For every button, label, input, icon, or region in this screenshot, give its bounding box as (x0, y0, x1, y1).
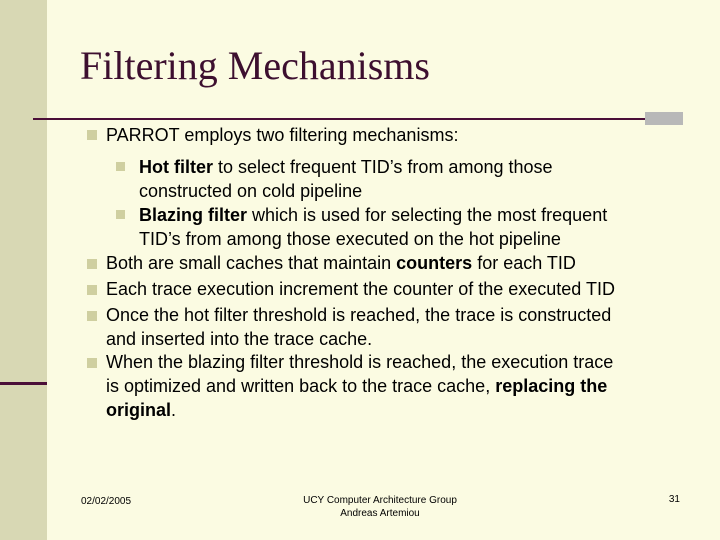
sub-bullet-item (139, 155, 553, 203)
bullet-text: PARROT employs two filtering mechanisms: (106, 125, 459, 145)
bullet-item (106, 350, 613, 422)
bullet-item (106, 123, 458, 147)
footer-author: Andreas Artemiou (340, 508, 420, 519)
bullet-text-continued: and inserted into the trace cache. (106, 329, 373, 349)
left-sidebar (0, 0, 47, 540)
title-divider (33, 118, 645, 120)
sub-bullet-item (139, 203, 607, 251)
bullet-bold-text: replacing the (495, 376, 608, 396)
bullet-text-continued: is optimized and written back to the trace cache, (106, 376, 496, 396)
page-number: 31 (668, 494, 680, 505)
bullet-bold-text: counters (396, 253, 473, 273)
bullet-bold-text: original (106, 400, 172, 420)
footer-date: 02/02/2005 (81, 496, 132, 507)
bullet-marker-icon (87, 259, 97, 269)
footer-center (280, 494, 480, 520)
bullet-text: Both are small caches that maintain (106, 253, 397, 273)
title-divider-accent (645, 112, 683, 125)
slide-title: Filtering Mechanisms (80, 43, 430, 88)
bullet-text: for each TID (472, 253, 576, 273)
bullet-text: When the blazing filter threshold is reached, the execution trace (106, 352, 614, 372)
sub-bullet-marker-icon (116, 162, 125, 171)
bullet-marker-icon (87, 311, 97, 321)
bullet-marker-icon (87, 130, 97, 140)
footer-group: UCY Computer Architecture Group (303, 495, 457, 506)
bullet-bold-text: Hot filter (139, 157, 213, 177)
bullet-text: to select frequent TID’s from among those (213, 157, 553, 177)
bullet-item (106, 303, 611, 351)
bullet-item (106, 251, 576, 275)
bullet-text: which is used for selecting the most frequent (247, 205, 608, 225)
sidebar-accent-line (0, 382, 47, 385)
bullet-text: Each trace execution increment the counter of the executed TID (106, 279, 615, 299)
bullet-text: Once the hot filter threshold is reached, the trace is constructed (106, 305, 612, 325)
sub-bullet-marker-icon (116, 210, 125, 219)
bullet-text-continued: constructed on cold pipeline (139, 181, 363, 201)
bullet-bold-text: Blazing filter (139, 205, 248, 225)
bullet-text: . (171, 400, 177, 420)
bullet-text-continued: TID’s from among those executed on the hot pipeline (139, 229, 561, 249)
bullet-marker-icon (87, 358, 97, 368)
bullet-item (106, 277, 615, 301)
bullet-marker-icon (87, 285, 97, 295)
